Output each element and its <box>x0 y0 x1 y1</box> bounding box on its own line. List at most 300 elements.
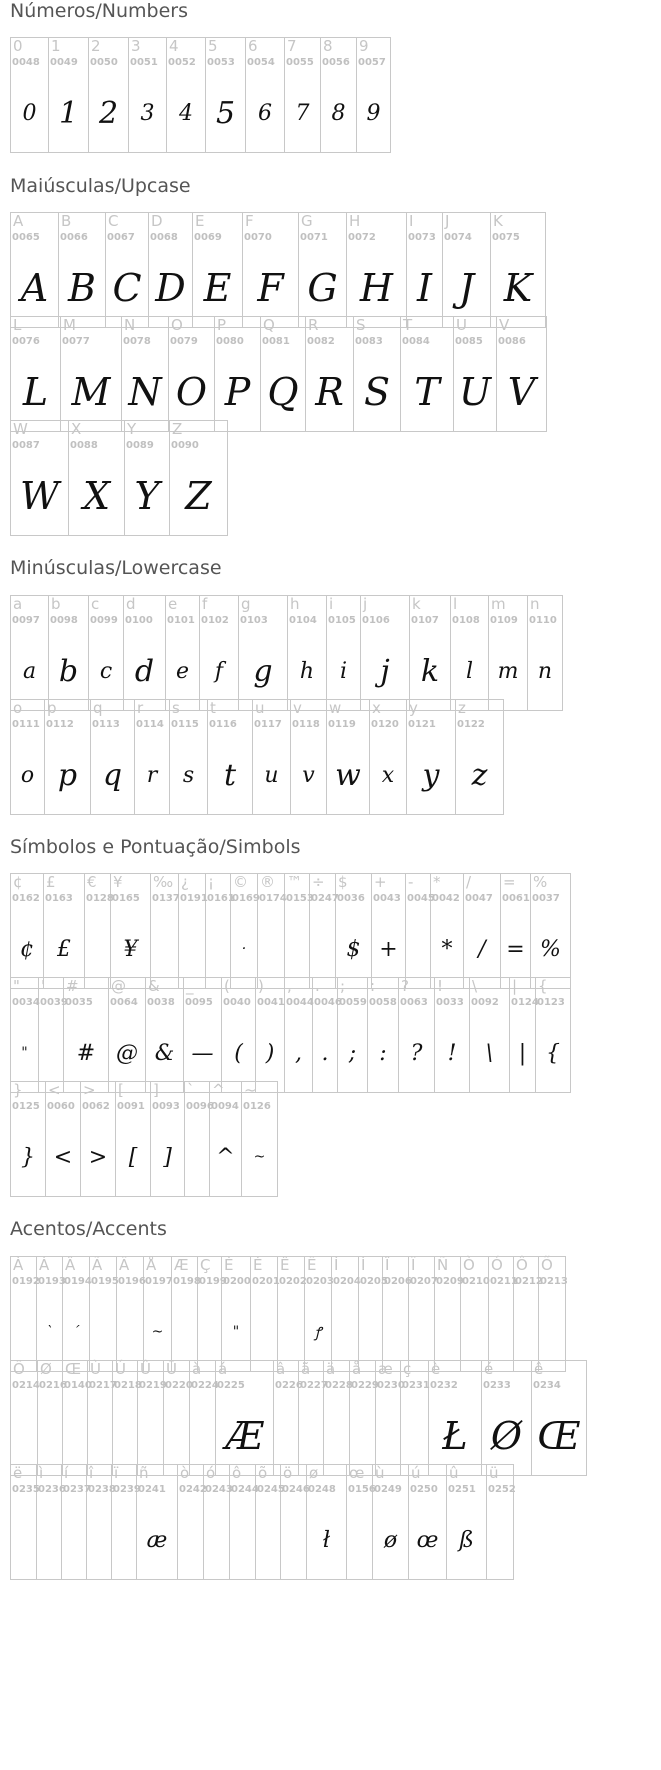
glyph-preview: 4 <box>179 100 193 126</box>
glyph-cell <box>109 978 146 1092</box>
glyph-preview: \ <box>485 1040 494 1066</box>
glyph-preview: " <box>21 1045 28 1061</box>
glyph-preview: 3 <box>140 100 155 126</box>
glyph-cell <box>350 1360 379 1475</box>
glyph-char-label: í <box>64 1464 69 1482</box>
glyph-cell <box>447 1465 487 1579</box>
glyph-code-label: 0200 <box>223 1276 251 1287</box>
glyph-cell <box>11 421 69 535</box>
glyph-code-label: 0218 <box>114 1380 142 1391</box>
glyph-cell <box>368 978 399 1092</box>
glyph-preview: / <box>478 936 486 962</box>
glyph-cell <box>310 873 339 988</box>
glyph-cell <box>258 874 285 988</box>
glyph-preview: N <box>128 370 162 414</box>
glyph-preview: q <box>102 757 123 793</box>
glyph-preview: V <box>507 370 536 414</box>
glyph-char-label: S <box>356 316 366 334</box>
glyph-preview <box>281 1505 306 1575</box>
glyph-char-label: o <box>13 699 23 717</box>
glyph-row <box>10 37 391 153</box>
glyph-char-label: T <box>403 316 413 334</box>
glyph-code-label: 0078 <box>123 336 151 347</box>
glyph-char-label: ä <box>326 1360 336 1378</box>
glyph-cell <box>125 421 170 535</box>
glyph-cell <box>299 1360 328 1475</box>
glyph-code-label: 0199 <box>199 1276 227 1287</box>
glyph-code-label: 0052 <box>168 57 196 68</box>
glyph-cell <box>11 874 44 988</box>
glyph-code-label: 0073 <box>408 232 436 243</box>
glyph-preview: f <box>214 658 224 684</box>
glyph-char-label: : <box>370 977 376 995</box>
glyph-preview: ^ <box>216 1144 235 1170</box>
glyph-preview: Æ <box>225 1414 264 1458</box>
glyph-char-label: V <box>499 316 510 334</box>
glyph-code-label: 0202 <box>279 1276 307 1287</box>
glyph-code-label: 0090 <box>171 440 199 451</box>
glyph-code-label: 0097 <box>12 615 40 626</box>
glyph-cell <box>454 317 497 431</box>
glyph-char-label: 8 <box>323 37 333 55</box>
glyph-char-label: Ü <box>166 1360 177 1378</box>
glyph-char-label: n <box>530 595 540 613</box>
glyph-preview: n <box>537 658 553 684</box>
glyph-preview <box>332 1297 358 1367</box>
glyph-cell <box>49 596 89 710</box>
glyph-code-label: 0043 <box>373 893 401 904</box>
glyph-cell <box>44 874 85 988</box>
glyph-code-label: 0235 <box>12 1484 40 1495</box>
glyph-preview <box>11 1505 36 1575</box>
glyph-preview <box>88 1401 112 1471</box>
glyph-preview: % <box>540 936 561 962</box>
glyph-preview: r <box>146 762 158 788</box>
glyph-preview: | <box>518 1040 527 1066</box>
glyph-code-label: 0245 <box>257 1484 285 1495</box>
glyph-char-label: Ä <box>119 1256 130 1274</box>
glyph-code-label: 0060 <box>47 1101 75 1112</box>
glyph-preview: M <box>71 370 111 414</box>
glyph-char-label: © <box>233 873 248 891</box>
glyph-preview <box>151 914 178 984</box>
glyph-cell <box>407 213 443 327</box>
glyph-preview <box>11 1401 37 1471</box>
glyph-char-label: U <box>456 316 467 334</box>
glyph-row <box>10 1360 587 1476</box>
glyph-preview <box>376 1401 400 1471</box>
glyph-cell <box>170 700 208 814</box>
glyph-char-label: ` <box>187 1081 195 1099</box>
glyph-cell <box>11 317 61 431</box>
glyph-preview: } <box>21 1144 35 1170</box>
glyph-cell <box>531 874 571 988</box>
glyph-char-label: 6 <box>248 37 258 55</box>
glyph-preview: B <box>68 266 96 310</box>
glyph-cell <box>510 977 539 1092</box>
glyph-preview: > <box>88 1144 108 1170</box>
glyph-code-label: 0224 <box>191 1380 219 1391</box>
glyph-code-label: 0219 <box>139 1380 167 1391</box>
glyph-cell <box>491 213 546 327</box>
glyph-preview <box>299 1401 323 1471</box>
glyph-preview: A <box>20 266 49 310</box>
glyph-char-label: ; <box>340 977 346 995</box>
glyph-code-label: 0112 <box>46 719 74 730</box>
glyph-cell <box>146 978 184 1092</box>
glyph-char-label: 0 <box>13 37 23 55</box>
glyph-char-label: õ <box>258 1464 268 1482</box>
glyph-char-label: î <box>89 1464 94 1482</box>
glyph-code-label: 0251 <box>448 1484 476 1495</box>
glyph-code-label: 0231 <box>402 1380 430 1391</box>
glyph-cell <box>11 700 45 814</box>
glyph-cell <box>216 1361 274 1475</box>
glyph-char-label: j <box>363 595 368 613</box>
glyph-code-label: 0122 <box>457 719 485 730</box>
glyph-code-label: 0100 <box>125 615 153 626</box>
glyph-preview <box>39 1018 63 1088</box>
glyph-code-label: 0217 <box>89 1380 117 1391</box>
glyph-preview: æ <box>146 1527 168 1553</box>
glyph-preview <box>164 1401 189 1471</box>
glyph-preview: ( <box>234 1040 243 1066</box>
glyph-char-label: Ç <box>200 1256 211 1274</box>
glyph-cell <box>167 38 206 152</box>
glyph-preview: 9 <box>366 100 381 126</box>
glyph-code-label: 0108 <box>452 615 480 626</box>
glyph-cell <box>184 978 222 1092</box>
glyph-preview: & <box>154 1040 175 1066</box>
glyph-code-label: 0046 <box>314 997 342 1008</box>
glyph-code-label: 0054 <box>247 57 275 68</box>
glyph-preview: 1 <box>58 95 79 131</box>
glyph-cell <box>278 1257 305 1371</box>
glyph-code-label: 0197 <box>145 1276 173 1287</box>
glyph-preview: U <box>458 370 492 414</box>
glyph-char-label: ø <box>309 1464 319 1482</box>
glyph-cell <box>456 700 504 814</box>
glyph-char-label: ] <box>153 1081 159 1099</box>
glyph-cell <box>129 38 167 152</box>
glyph-cell <box>357 38 391 152</box>
glyph-code-label: 0075 <box>492 232 520 243</box>
glyph-preview: u <box>264 762 279 788</box>
glyph-cell <box>470 978 510 1092</box>
glyph-code-label: 0063 <box>400 997 428 1008</box>
glyph-preview: l <box>465 658 474 684</box>
section-title-numeros-numbers: Números/Numbers <box>10 0 188 22</box>
glyph-char-label: + <box>374 873 387 891</box>
glyph-cell <box>251 1257 278 1371</box>
glyph-cell <box>243 213 299 327</box>
glyph-preview <box>383 1297 408 1367</box>
glyph-cell <box>443 213 491 327</box>
glyph-char-label: ¢ <box>13 873 23 891</box>
glyph-preview <box>117 1297 143 1367</box>
glyph-cell <box>89 596 124 710</box>
glyph-char-label: œ <box>349 1464 365 1482</box>
glyph-cell <box>63 1360 92 1475</box>
glyph-preview: a <box>22 658 37 684</box>
glyph-cell <box>151 874 179 988</box>
glyph-preview <box>206 914 230 984</box>
glyph-char-label: f <box>202 595 208 613</box>
glyph-code-label: 0036 <box>337 893 365 904</box>
glyph-code-label: 0126 <box>243 1101 271 1112</box>
glyph-row <box>10 1256 566 1372</box>
glyph-code-label: 0242 <box>179 1484 207 1495</box>
glyph-preview: ] <box>163 1144 172 1170</box>
glyph-cell <box>539 1257 566 1371</box>
glyph-char-label: ? <box>401 977 409 995</box>
glyph-code-label: 0038 <box>147 997 175 1008</box>
glyph-cell <box>409 1256 438 1371</box>
glyph-code-label: 0051 <box>130 57 158 68</box>
glyph-code-label: 0079 <box>170 336 198 347</box>
glyph-cell <box>336 874 372 988</box>
glyph-code-label: 0128 <box>86 893 114 904</box>
glyph-char-label: Ñ <box>437 1256 449 1274</box>
glyph-code-label: 0065 <box>12 232 40 243</box>
glyph-preview <box>359 1297 382 1367</box>
glyph-code-label: 0233 <box>483 1380 511 1391</box>
glyph-cell <box>399 978 435 1092</box>
glyph-cell <box>112 1464 141 1579</box>
glyph-preview: œ <box>416 1527 439 1553</box>
glyph-char-label: u <box>255 699 265 717</box>
glyph-code-label: 0076 <box>12 336 40 347</box>
glyph-cell <box>435 978 470 1092</box>
glyph-char-label: r <box>137 699 144 717</box>
glyph-preview <box>85 914 110 984</box>
glyph-char-label: / <box>466 873 472 891</box>
glyph-preview: g <box>253 653 273 689</box>
glyph-code-label: 0105 <box>328 615 356 626</box>
glyph-char-label: g <box>241 595 251 613</box>
glyph-preview: O <box>175 370 208 414</box>
glyph-cell <box>69 421 125 535</box>
glyph-cell <box>222 1257 251 1371</box>
glyph-cell <box>231 874 258 988</box>
glyph-code-label: 0252 <box>488 1484 516 1495</box>
glyph-char-label: ó <box>206 1464 216 1482</box>
glyph-cell <box>37 1256 66 1371</box>
glyph-row <box>10 595 563 711</box>
glyph-code-label: 0121 <box>408 719 436 730</box>
glyph-preview: ! <box>447 1040 457 1066</box>
glyph-char-label: Ö <box>13 1360 25 1378</box>
glyph-code-label: 0156 <box>348 1484 376 1495</box>
glyph-char-label: ' <box>41 977 46 995</box>
glyph-preview <box>274 1401 298 1471</box>
glyph-code-label: 0195 <box>91 1276 119 1287</box>
glyph-code-label: 0230 <box>377 1380 405 1391</box>
glyph-code-label: 0034 <box>12 997 40 1008</box>
glyph-code-label: 0206 <box>384 1276 412 1287</box>
glyph-preview: # <box>76 1040 96 1066</box>
glyph-cell <box>45 700 91 814</box>
glyph-preview <box>256 1505 280 1575</box>
glyph-cell <box>307 1465 347 1579</box>
glyph-code-label: 0169 <box>232 893 260 904</box>
glyph-cell <box>306 317 354 431</box>
glyph-char-label: ! <box>437 977 444 995</box>
glyph-code-label: 0050 <box>90 57 118 68</box>
glyph-char-label: $ <box>338 873 348 891</box>
glyph-char-label: ñ <box>139 1464 149 1482</box>
glyph-char-label: K <box>493 212 503 230</box>
glyph-char-label: " <box>13 977 20 995</box>
glyph-cell <box>532 1361 587 1475</box>
glyph-preview: x <box>381 762 395 788</box>
glyph-cell <box>274 1360 303 1475</box>
glyph-code-label: 0212 <box>515 1276 543 1287</box>
glyph-preview: ¢ <box>20 936 34 962</box>
glyph-preview: 5 <box>215 95 236 131</box>
glyph-cell <box>178 1464 207 1579</box>
glyph-code-label: 0089 <box>126 440 154 451</box>
glyph-code-label: 0211 <box>490 1276 518 1287</box>
glyph-char-label: ÷ <box>312 873 325 891</box>
glyph-char-label: . <box>315 977 320 995</box>
glyph-code-label: 0039 <box>40 997 68 1008</box>
glyph-char-label: ) <box>258 977 264 995</box>
glyph-cell <box>373 1465 409 1579</box>
glyph-cell <box>61 317 122 431</box>
glyph-char-label: á <box>218 1360 228 1378</box>
glyph-char-label: b <box>51 595 61 613</box>
glyph-char-label: M <box>63 316 76 334</box>
glyph-char-label: s <box>172 699 180 717</box>
glyph-preview: . <box>321 1040 329 1066</box>
glyph-preview: k <box>420 653 440 689</box>
glyph-preview: * <box>441 936 453 962</box>
glyph-code-label: 0196 <box>118 1276 146 1287</box>
glyph-code-label: 0165 <box>112 893 140 904</box>
glyph-char-label: G <box>301 212 313 230</box>
glyph-char-label: , <box>287 977 292 995</box>
glyph-char-label: Å <box>146 1256 157 1274</box>
glyph-char-label: y <box>409 699 418 717</box>
glyph-cell <box>64 978 109 1092</box>
glyph-code-label: 0064 <box>110 997 138 1008</box>
glyph-preview: L <box>22 370 49 414</box>
glyph-code-label: 0053 <box>207 57 235 68</box>
glyph-preview: b <box>58 653 79 689</box>
glyph-cell <box>313 977 342 1092</box>
glyph-preview: ´ <box>72 1324 80 1340</box>
glyph-code-label: 0062 <box>82 1101 110 1112</box>
glyph-code-label: 0162 <box>12 893 40 904</box>
glyph-code-label: 0049 <box>50 57 78 68</box>
glyph-code-label: 0085 <box>455 336 483 347</box>
glyph-cell <box>324 1360 353 1475</box>
glyph-char-label: e <box>168 595 178 613</box>
section-title-acentos-accents: Acentos/Accents <box>10 1218 167 1240</box>
glyph-code-label: 0237 <box>63 1484 91 1495</box>
glyph-char-label: # <box>66 977 79 995</box>
glyph-char-label: c <box>91 595 100 613</box>
glyph-row <box>10 316 547 432</box>
glyph-char-label: ì <box>39 1464 44 1482</box>
glyph-preview: ø <box>383 1527 398 1553</box>
glyph-char-label: = <box>503 873 516 891</box>
glyph-preview <box>37 1505 61 1575</box>
glyph-cell <box>37 1464 66 1579</box>
glyph-preview: Œ <box>537 1414 581 1458</box>
glyph-preview: 8 <box>331 100 346 126</box>
glyph-char-label: Í <box>361 1256 366 1274</box>
glyph-preview: = <box>506 936 525 962</box>
glyph-cell <box>49 38 89 152</box>
glyph-cell <box>514 1256 543 1371</box>
glyph-preview: ) <box>265 1040 275 1066</box>
glyph-cell <box>204 1464 233 1579</box>
glyph-cell <box>46 1082 81 1196</box>
glyph-char-label: \ <box>472 977 478 995</box>
glyph-char-label: ® <box>260 873 275 891</box>
glyph-code-label: 0044 <box>286 997 314 1008</box>
glyph-char-label: Z <box>172 420 183 438</box>
glyph-preview: y <box>422 757 440 793</box>
glyph-cell <box>149 213 193 327</box>
glyph-char-label: q <box>93 699 103 717</box>
glyph-preview <box>324 1401 349 1471</box>
glyph-preview: Ł <box>442 1414 468 1458</box>
glyph-preview: Q <box>267 370 299 414</box>
glyph-char-label: Ë <box>307 1256 317 1274</box>
glyph-code-label: 0248 <box>308 1484 336 1495</box>
glyph-cell <box>11 38 49 152</box>
glyph-preview <box>11 1297 36 1367</box>
glyph-char-label: Ô <box>516 1256 528 1274</box>
glyph-code-label: 0092 <box>471 997 499 1008</box>
glyph-preview: $ <box>346 936 361 962</box>
glyph-cell <box>113 1360 142 1475</box>
glyph-char-label: 3 <box>131 37 141 55</box>
glyph-preview: ~ <box>253 1149 266 1165</box>
glyph-preview: s <box>182 762 195 788</box>
glyph-preview: { <box>546 1040 560 1066</box>
glyph-cell <box>528 596 563 710</box>
glyph-char-label: l <box>453 595 458 613</box>
glyph-code-label: 0229 <box>351 1380 379 1391</box>
glyph-char-label: x <box>372 699 381 717</box>
glyph-char-label: 1 <box>51 37 61 55</box>
glyph-code-label: 0236 <box>38 1484 66 1495</box>
glyph-char-label: Œ <box>65 1360 82 1378</box>
glyph-cell <box>198 1256 227 1371</box>
glyph-code-label: 0153 <box>286 893 314 904</box>
glyph-cell <box>144 1257 172 1371</box>
glyph-char-label: a <box>13 595 23 613</box>
glyph-cell <box>11 978 39 1092</box>
glyph-preview <box>190 1401 215 1471</box>
glyph-code-label: 0246 <box>282 1484 310 1495</box>
glyph-code-label: 0210 <box>462 1276 490 1287</box>
glyph-char-label: & <box>148 977 160 995</box>
glyph-preview <box>401 1401 428 1471</box>
glyph-char-label: d <box>126 595 136 613</box>
glyph-cell <box>81 1082 116 1196</box>
glyph-code-label: 0041 <box>257 997 285 1008</box>
glyph-char-label: D <box>151 212 163 230</box>
glyph-preview <box>38 1401 62 1471</box>
glyph-char-label: Ì <box>334 1256 339 1274</box>
glyph-cell <box>261 317 306 431</box>
glyph-preview: ß <box>459 1527 474 1553</box>
